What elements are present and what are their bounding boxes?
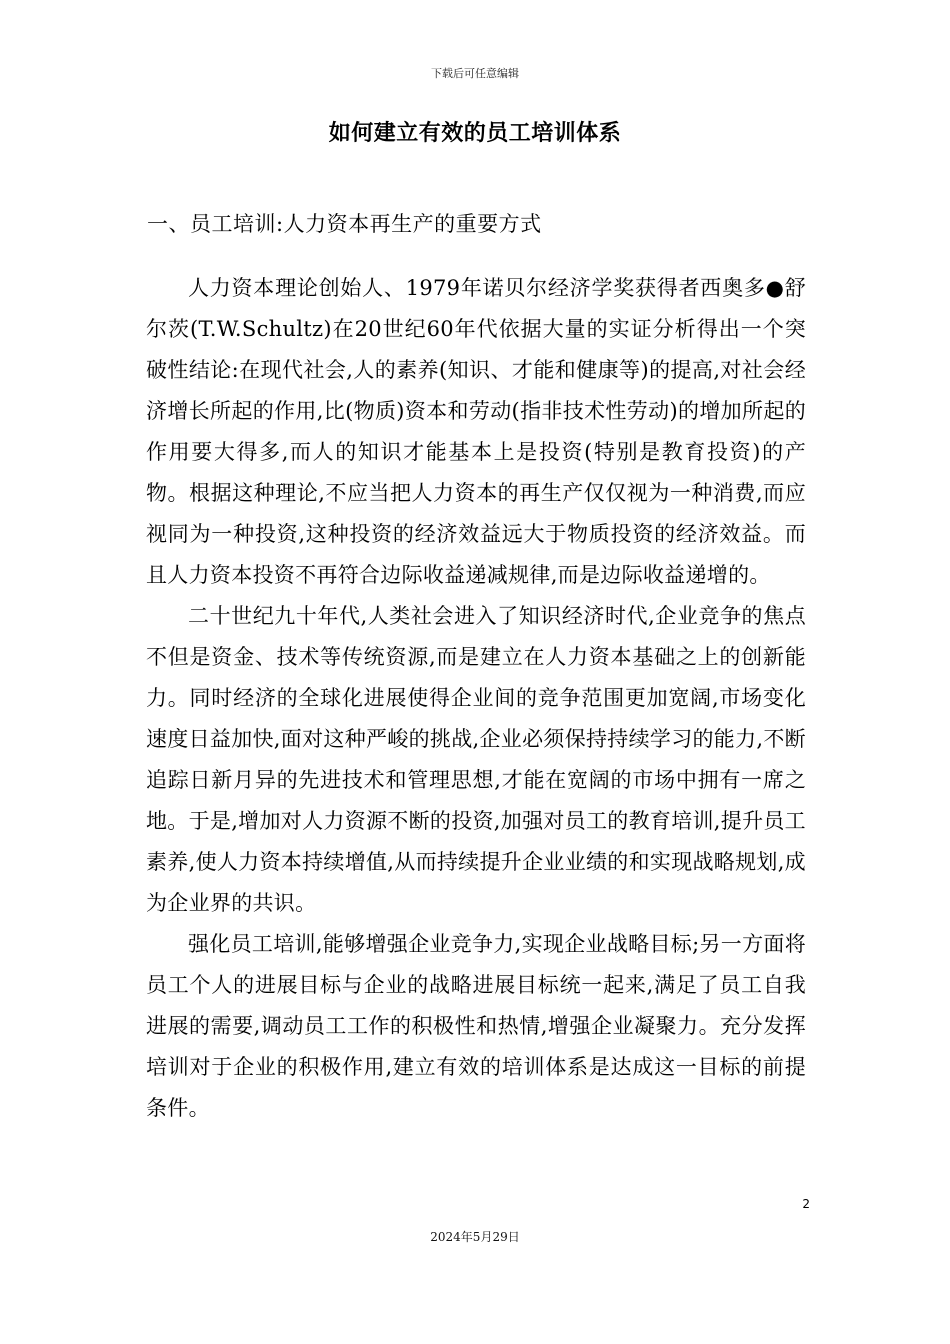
section-heading: 一、员工培训:人力资本再生产的重要方式 — [147, 212, 542, 236]
page-number: 2 — [802, 1197, 810, 1211]
page-footer-date: 2024年5月29日 — [430, 1230, 520, 1244]
paragraph: 二十世纪九十年代,人类社会进入了知识经济时代,企业竞争的焦点不但是资金、技术等传统资源,而是建立在人力资本基础之上的创新能力。同时经济的全球化进展使得企业间的竞争范围更加宽阔,市场变化速度日益加快,面对这种严峻的挑战,企业必须保持持续学习的能力,不断追踪日新月异的先进技术和管理思想,才能在宽阔的市场中拥有一席之地。于是,增加对人力资源不断的投资,加强对员工的教育培训,提升员工素养,使人力资本持续增值,从而持续提升企业业绩的和实现战略规划,成为企业界的共识。 — [146, 604, 806, 915]
paragraph: 人力资本理论创始人、1979年诺贝尔经济学奖获得者西奥多●舒尔茨(T.W.Schultz)在20世纪60年代依据大量的实证分析得出一个突破性结论:在现代社会,人的素养(知识、才能和健康等)的提高,对社会经济增长所起的作用,比(物质)资本和劳动(指非技术性劳动)的增加所起的作用要大得多,而人的知识才能基本上是投资(特别是教育投资)的产物。根据这种理论,不应当把人力资本的再生产仅仅视为一种消费,而应视同为一种投资,这种投资的经济效益远大于物质投资的经济效益。而且人力资本投资不再符合边际收益递减规律,而是边际收益递增的。 — [146, 276, 806, 587]
body-text — [146, 268, 806, 1129]
paragraph: 强化员工培训,能够增强企业竞争力,实现企业战略目标;另一方面将员工个人的进展目标与企业的战略进展目标统一起来,满足了员工自我进展的需要,调动员工工作的积极性和热情,增强企业凝聚力。充分发挥培训对于企业的积极作用,建立有效的培训体系是达成这一目标的前提条件。 — [146, 932, 806, 1120]
page-header: 下载后可任意编辑 — [431, 67, 519, 80]
document-title: 如何建立有效的员工培训体系 — [328, 121, 622, 146]
